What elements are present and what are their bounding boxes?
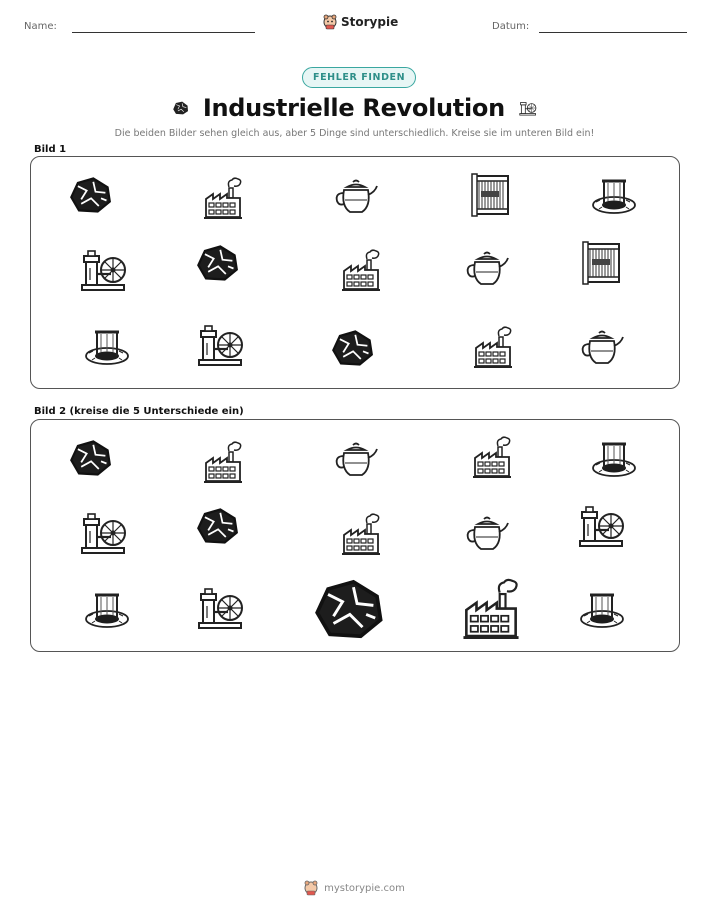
picture-1-frame <box>30 156 680 389</box>
mine-shaft-icon[interactable] <box>579 589 625 633</box>
steam-engine-icon[interactable] <box>578 504 626 552</box>
teapot-icon <box>579 327 625 371</box>
factory-icon <box>473 326 513 374</box>
steam-engine-icon <box>197 323 245 371</box>
name-label: Name: <box>24 21 57 32</box>
storypie-mascot-icon <box>323 14 337 30</box>
teapot-icon[interactable] <box>464 513 510 557</box>
steam-engine-icon[interactable] <box>80 511 128 559</box>
steam-engine-icon <box>519 96 537 120</box>
instructions: Die beiden Bilder sehen gleich aus, aber 5 Dinge sind unterschiedlich. Kreise sie im unteren Bild ein! <box>114 128 595 139</box>
brand-name: Storypie <box>341 15 399 29</box>
coal-icon <box>195 244 239 286</box>
coal-icon[interactable] <box>195 507 239 549</box>
mine-shaft-icon[interactable] <box>84 589 130 633</box>
name-line[interactable] <box>72 32 255 33</box>
footer-url[interactable]: mystorypie.com <box>324 882 405 894</box>
factory-icon[interactable] <box>462 578 520 646</box>
steam-engine-icon[interactable] <box>197 586 245 634</box>
factory-icon[interactable] <box>341 513 381 561</box>
factory-icon <box>341 249 381 297</box>
coal-icon <box>172 97 189 119</box>
teapot-icon[interactable] <box>333 439 379 483</box>
coal-icon <box>330 329 374 371</box>
factory-icon <box>203 177 243 225</box>
worksheet-type-badge: FEHLER FINDEN <box>302 67 416 88</box>
brand-logo <box>323 14 398 30</box>
picture-1-label: Bild 1 <box>34 144 67 155</box>
teapot-icon <box>333 176 379 220</box>
steam-engine-icon <box>80 248 128 296</box>
factory-icon[interactable] <box>472 436 512 484</box>
mine-shaft-icon <box>84 326 130 370</box>
loom-icon <box>582 241 622 289</box>
coal-icon[interactable] <box>68 439 112 481</box>
page-title: Industrielle Revolution <box>202 94 505 122</box>
coal-icon <box>68 176 112 218</box>
teapot-icon <box>464 248 510 292</box>
picture-2-frame[interactable] <box>30 419 680 652</box>
storypie-mascot-icon <box>304 880 318 896</box>
date-label: Datum: <box>492 21 530 32</box>
mine-shaft-icon <box>591 175 637 219</box>
loom-icon <box>471 173 511 221</box>
mine-shaft-icon[interactable] <box>591 438 637 482</box>
coal-icon[interactable] <box>312 578 385 645</box>
date-line[interactable] <box>539 32 687 33</box>
footer <box>0 880 709 896</box>
picture-2-label: Bild 2 (kreise die 5 Unterschiede ein) <box>34 406 244 417</box>
title-row <box>172 94 537 122</box>
factory-icon[interactable] <box>203 441 243 489</box>
